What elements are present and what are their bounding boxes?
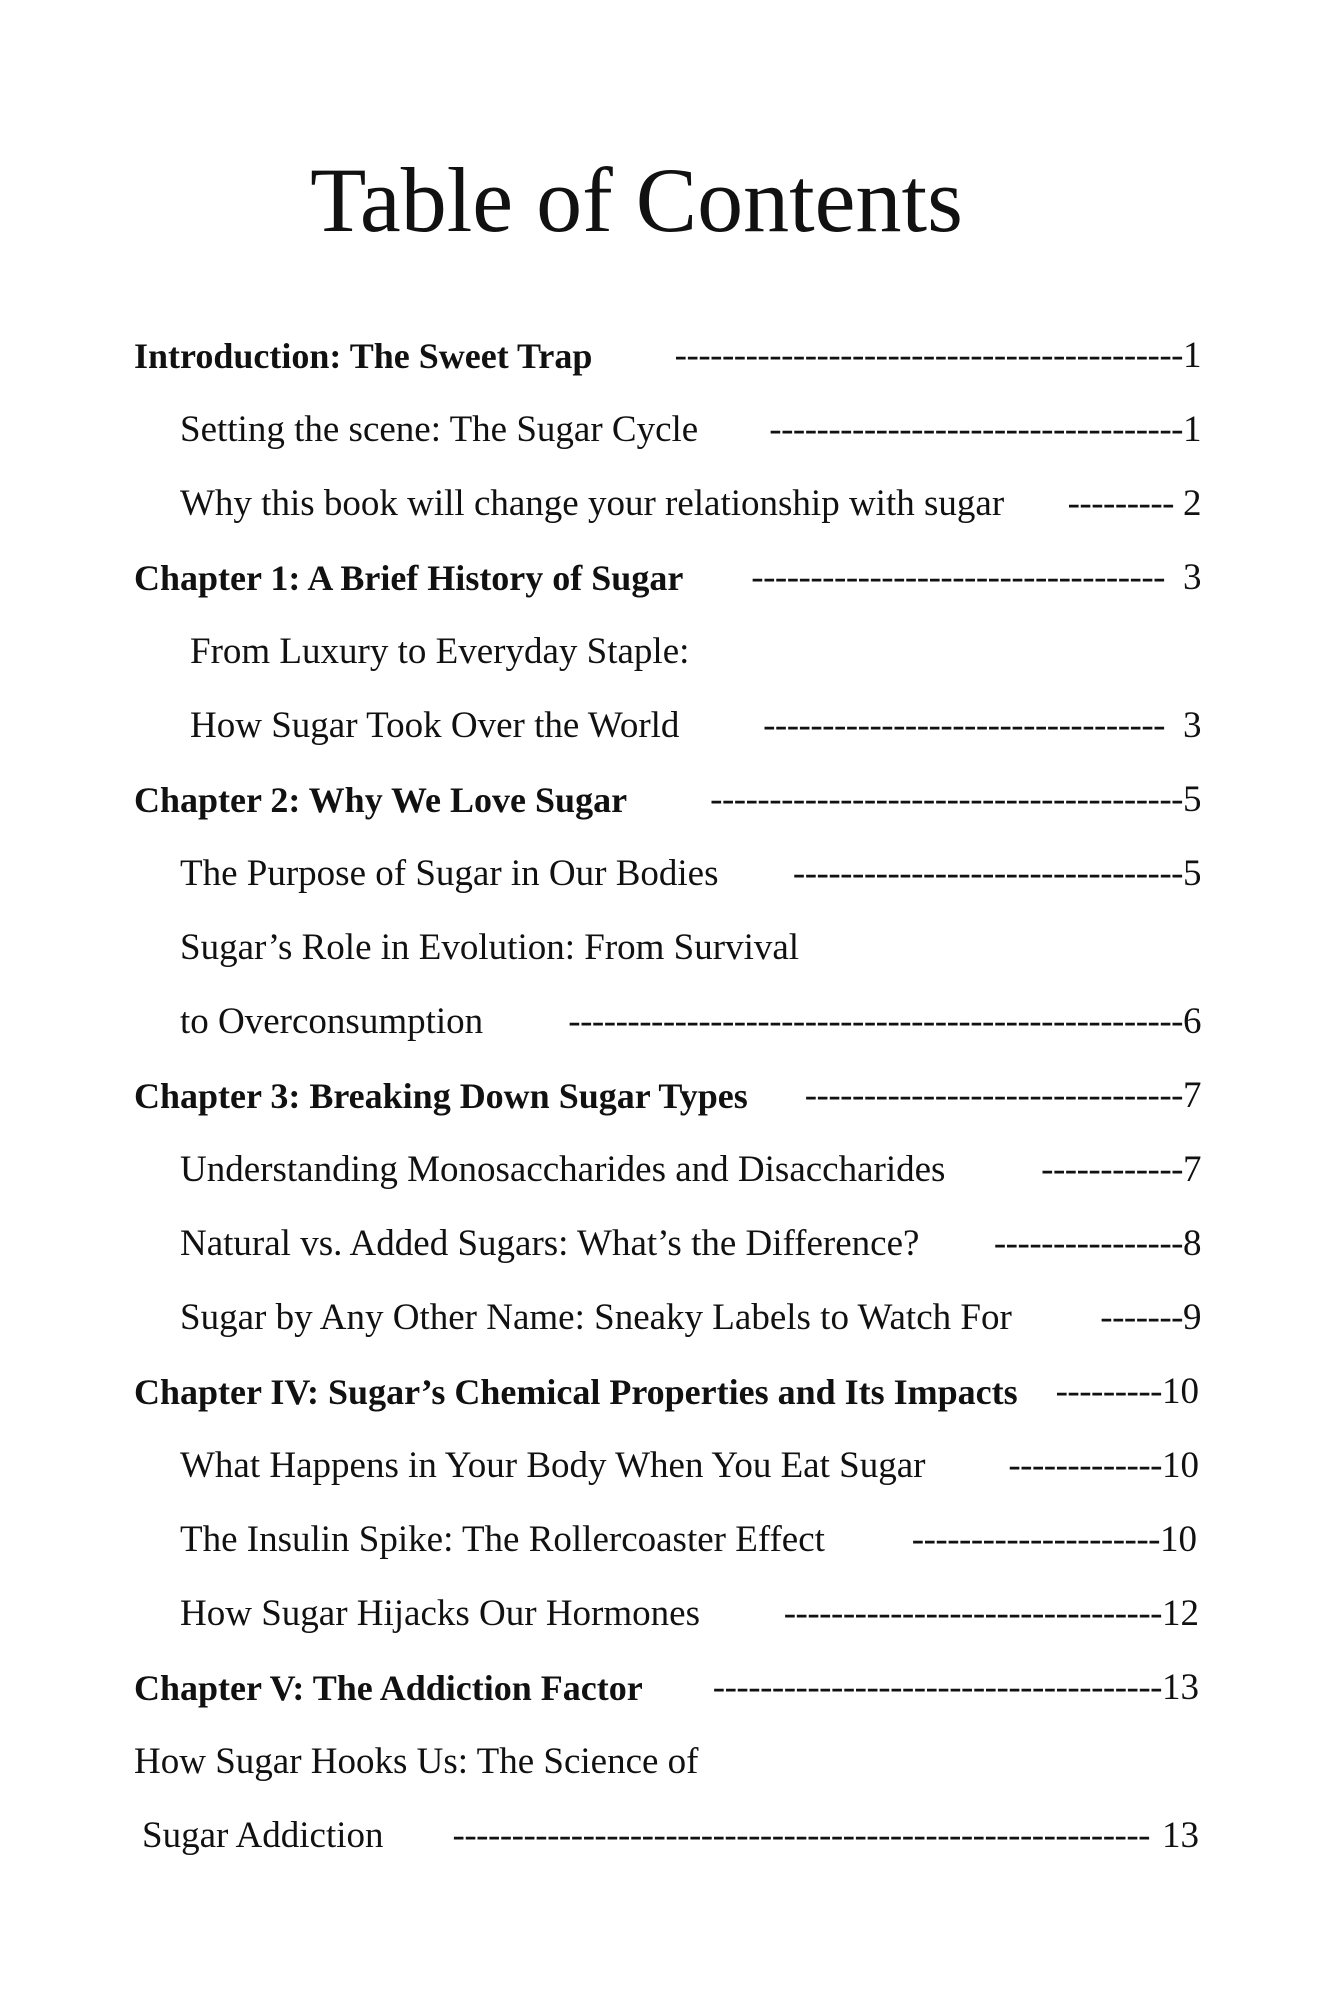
page-number: 1 [1183,409,1202,450]
dot-leader: ----------------------------------- [769,409,1183,450]
dot-leader: -------------------------------------- [712,1667,1162,1708]
toc-entry-title: The Insulin Spike: The Rollercoaster Effect [180,1519,825,1560]
page-number: 7 [1183,1149,1202,1190]
toc-entry-section [0,1732,1333,1792]
page-number: 7 [1183,1075,1202,1116]
toc-entry-chapter [0,1066,1333,1126]
dot-leader: ------------- [1008,1445,1162,1486]
dot-leader: --------- [1067,483,1174,524]
page-number: 9 [1183,1297,1202,1338]
page-number: 5 [1183,853,1202,894]
toc-entry-title: The Purpose of Sugar in Our Bodies [180,853,719,894]
toc-entry-chapter [0,326,1333,386]
page-number: 13 [1162,1667,1199,1708]
page-number: 8 [1183,1223,1202,1264]
dot-leader: ------------------------------------------- [674,335,1183,376]
toc-entry-section [0,1584,1333,1644]
toc-entry-section [0,400,1333,460]
page-number: 10 [1162,1371,1199,1412]
toc-entry-chapter [0,548,1333,608]
toc-entry-title: Chapter V: The Addiction Factor [134,1668,643,1708]
page-number: 12 [1162,1593,1199,1634]
dot-leader: --------- [1055,1371,1162,1412]
toc-entry-title: Setting the scene: The Sugar Cycle [180,409,699,450]
toc-entry-title: Chapter 1: A Brief History of Sugar [134,558,684,598]
toc-entry-title: Why this book will change your relationship with sugar [180,483,1005,524]
dot-leader: ------------ [1041,1149,1183,1190]
dot-leader: ---------------------------------- [763,705,1165,746]
dot-leader: ---------------- [993,1223,1183,1264]
toc-entry-title: Sugar by Any Other Name: Sneaky Labels to Watch For [180,1297,1012,1338]
dot-leader: ----------------------------------- [751,557,1165,598]
dot-leader: -------------------------------- [804,1075,1183,1116]
toc-entry-title: How Sugar Hooks Us: The Science of [134,1741,699,1782]
dot-leader: -------------------------------- [783,1593,1162,1634]
dot-leader: ----------------------------------------------------------- [452,1815,1150,1856]
toc-entry-title: Chapter 2: Why We Love Sugar [134,780,628,820]
toc-entry-section [0,1436,1333,1496]
toc-entry-title: Chapter IV: Sugar’s Chemical Properties and Its Impacts [134,1372,1018,1412]
toc-entry-title: Natural vs. Added Sugars: What’s the Difference? [180,1223,920,1264]
page-number: 10 [1162,1445,1199,1486]
toc-entry-section [0,474,1333,534]
toc-entry-section [0,1510,1333,1570]
page-number: 1 [1183,335,1202,376]
toc-entry-title: Sugar Addiction [142,1815,384,1856]
toc-entry-section [0,1140,1333,1200]
toc-entry-chapter [0,1658,1333,1718]
dot-leader: --------------------- [911,1519,1160,1560]
toc-entry-title: Introduction: The Sweet Trap [134,336,593,376]
toc-entry-section [0,622,1333,682]
page-title: Table of Contents [310,149,963,251]
toc-entry-title: Chapter 3: Breaking Down Sugar Types [134,1076,748,1116]
dot-leader: ---------------------------------------------------- [568,1001,1183,1042]
toc-entry-section [0,992,1333,1052]
toc-entry-title: How Sugar Took Over the World [190,705,680,746]
page-number: 6 [1183,1001,1202,1042]
toc-entry-section [0,696,1333,756]
toc-entry-section [0,1214,1333,1274]
page-number: 3 [1183,557,1202,598]
toc-entry-section [0,918,1333,978]
toc-entry-title: From Luxury to Everyday Staple: [190,631,690,672]
toc-entry-title: Understanding Monosaccharides and Disaccharides [180,1149,946,1190]
page-number: 3 [1183,705,1202,746]
toc-entry-section [0,844,1333,904]
toc-entry-title: to Overconsumption [180,1001,484,1042]
toc-entry-section [0,1288,1333,1348]
toc-entry-section [0,1806,1333,1866]
toc-entry-title: How Sugar Hijacks Our Hormones [180,1593,700,1634]
page-number: 10 [1160,1519,1197,1560]
page-number: 5 [1183,779,1202,820]
page-number: 13 [1162,1815,1199,1856]
page-number: 2 [1183,483,1202,524]
toc-entry-chapter [0,1362,1333,1422]
dot-leader: ------- [1100,1297,1183,1338]
dot-leader: --------------------------------- [792,853,1183,894]
toc-entry-title: Sugar’s Role in Evolution: From Survival [180,927,800,968]
toc-entry-title: What Happens in Your Body When You Eat Sugar [180,1445,926,1486]
toc-entry-chapter [0,770,1333,830]
dot-leader: ---------------------------------------- [710,779,1183,820]
